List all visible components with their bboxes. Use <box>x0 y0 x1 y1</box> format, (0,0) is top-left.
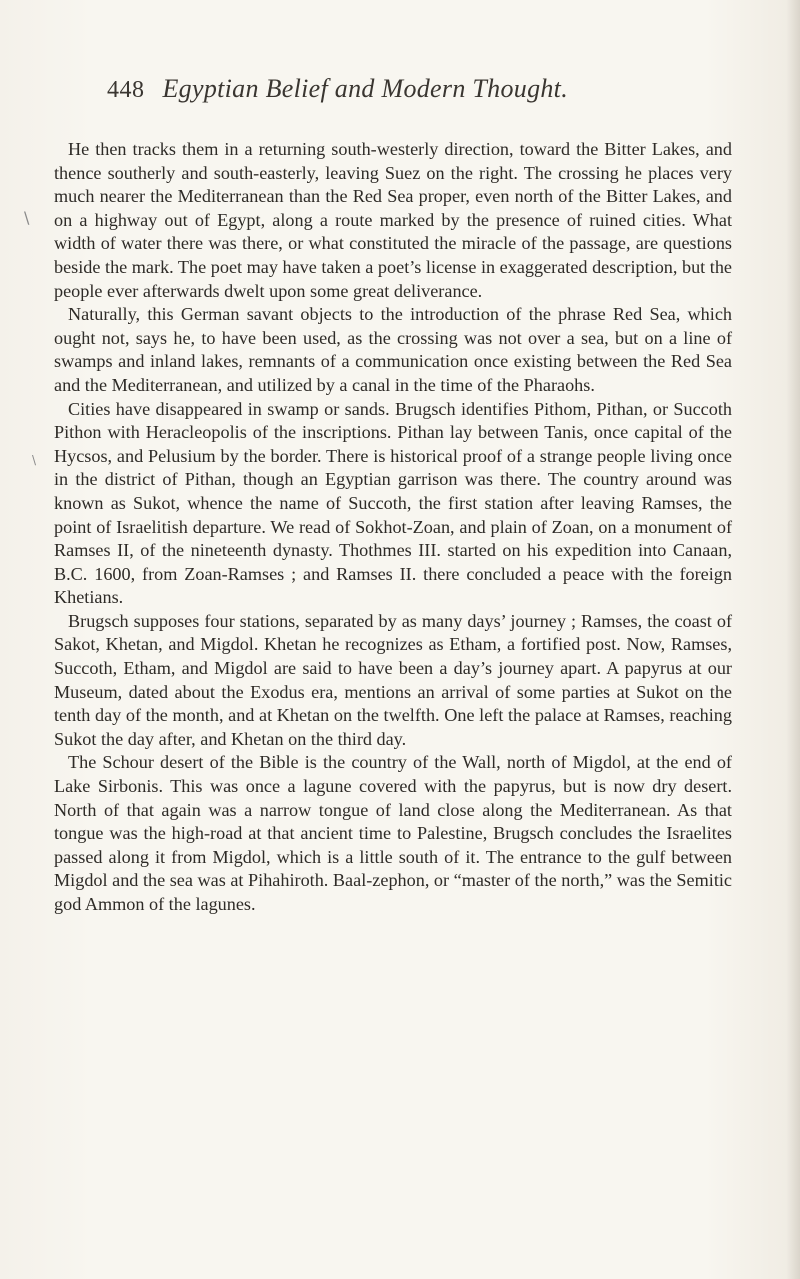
paragraph: Cities have disappeared in swamp or sands. Brugsch identifies Pithom, Pithan, or Succoth Pithon with Heracleopolis of the inscriptions. Pithan lay between Tanis, once capital of the Hycsos, and Pelusium by the border. There is historical proof of a strange people living once in the district of Pithan, though an Egyptian garrison was there. The country around was known as Sukot, whence the name of Succoth, the first station after leaving Ramses, the point of Israelitish departure. We read of Sokhot-Zoan, and plain of Zoan, on a monument of Ramses II, of the nineteenth dynasty. Thothmes III. started on his expedition into Canaan, B.C. 1600, from Zoan-Ramses ; and Ramses II. there concluded a peace with the foreign Khetians. <box>54 398 732 608</box>
margin-pencil-mark: \ <box>32 453 37 467</box>
body-text <box>54 138 732 917</box>
paragraph: He then tracks them in a returning south-westerly direction, toward the Bitter Lakes, and thence southerly and south-easterly, leaving Suez on the right. The crossing he places very much nearer the Mediterranean than the Red Sea proper, even north of the Bitter Lakes, and on a highway out of Egypt, along a route marked by the presence of ruined cities. What width of water there was there, or what constituted the miracle of the passage, are questions beside the mark. The poet may have taken a poet’s license in exaggerated description, but the people ever afterwards dwelt upon some great deliverance. <box>54 139 732 301</box>
running-title: Egyptian Belief and Modern Thought. <box>162 74 569 103</box>
page-number: 448 <box>107 77 145 103</box>
margin-pencil-mark: \ <box>24 208 30 227</box>
paragraph: Brugsch supposes four stations, separated by as many days’ journey ; Ramses, the coast of Sakot, Khetan, and Migdol. Khetan he recognizes as Etham, a fortified post. Now, Ramses, Succoth, Etham, and Migdol are said to have been a day’s journey apart. A papyrus at our Museum, dated about the Exodus era, mentions an arrival of some parties at Sukot on the tenth day of the month, and at Khetan on the twelfth. One left the palace at Ramses, reaching Sukot the day after, and Khetan on the third day. <box>54 610 732 749</box>
page-header <box>107 74 707 114</box>
paragraph: The Schour desert of the Bible is the country of the Wall, north of Migdol, at the end of Lake Sirbonis. This was once a lagune covered with the papyrus, but is now dry desert. North of that again was a narrow tongue of land close along the Mediterranean. As that tongue was the high-road at that ancient time to Palestine, Brugsch concludes the Israelites passed along it from Migdol, which is a little south of it. The entrance to the gulf between Migdol and the sea was at Pihahiroth. Baal-zephon, or “master of the north,” was the Semitic god Ammon of the lagunes. <box>54 752 732 914</box>
paragraph: Naturally, this German savant objects to the introduction of the phrase Red Sea, which ought not, says he, to have been used, as the crossing was not over a sea, but on a line of swamps and inland lakes, remnants of a communication once existing between the Red Sea and the Mediterranean, and utilized by a canal in the time of the Pharaohs. <box>54 304 732 395</box>
page-edge-shadow <box>786 0 800 1279</box>
